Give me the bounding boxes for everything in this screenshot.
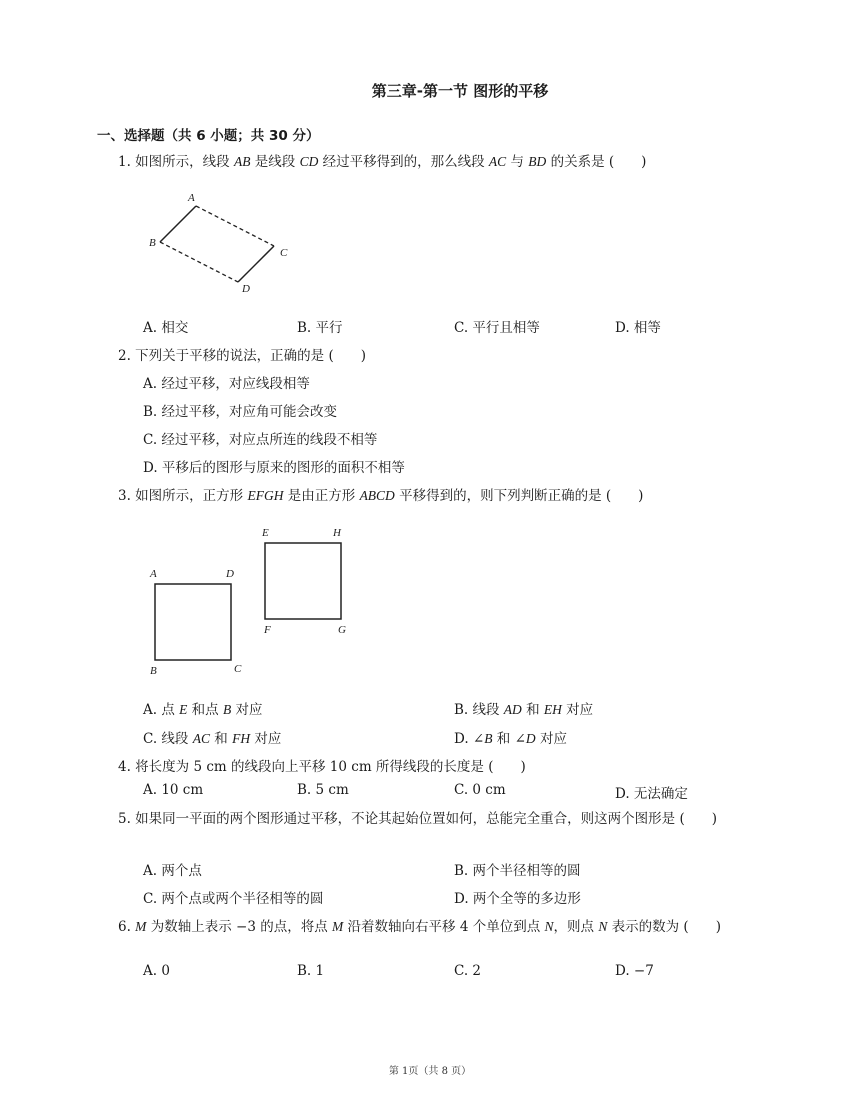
question-6-stem: 6. M 为数轴上表示 −3 的点，将点 M 沿着数轴向右平移 4 个单位到点 N，则点 N 表示的数为 ( ) (118, 919, 721, 935)
q3-option-b[interactable]: B. 线段 AD 和 EH 对应 (454, 702, 594, 718)
q3-label-f: F (264, 624, 271, 636)
q1-label-d: D (242, 283, 250, 295)
q1-label-b: B (149, 237, 156, 249)
q6-option-c[interactable]: C. 2 (454, 963, 482, 979)
section-heading: 一、选择题（共 6 小题；共 30 分） (97, 128, 320, 144)
q2-option-b[interactable]: B. 经过平移，对应角可能会改变 (143, 404, 338, 420)
q3-label-c: C (234, 663, 242, 675)
question-1-stem: 1. 如图所示，线段 AB 是线段 CD 经过平移得到的，那么线段 AC 与 BD 的关系是 ( ) (118, 154, 647, 170)
q3-option-d[interactable]: D. ∠B 和 ∠D 对应 (454, 731, 567, 747)
q4-option-d[interactable]: D. 无法确定 (615, 786, 688, 802)
q2-option-d[interactable]: D. 平移后的图形与原来的图形的面积不相等 (143, 460, 405, 476)
q1-option-d[interactable]: D. 相等 (615, 320, 661, 336)
q3-label-d: D (226, 568, 234, 580)
q5-option-a[interactable]: A. 两个点 (143, 863, 202, 879)
q6-option-d[interactable]: D. −7 (615, 963, 654, 979)
q6-option-a[interactable]: A. 0 (143, 963, 170, 979)
q3-option-c[interactable]: C. 线段 AC 和 FH 对应 (143, 731, 282, 747)
q3-label-g: G (338, 624, 346, 636)
q5-option-c[interactable]: C. 两个点或两个半径相等的圆 (143, 891, 324, 907)
q3-label-h: H (333, 527, 341, 539)
question-1-figure (140, 185, 310, 300)
page-footer: 第 1页（共 8 页） (388, 1066, 472, 1077)
q3-label-a: A (150, 568, 157, 580)
q5-option-b[interactable]: B. 两个半径相等的圆 (454, 863, 581, 879)
q3-option-a[interactable]: A. 点 E 和点 B 对应 (143, 702, 263, 718)
q2-option-a[interactable]: A. 经过平移，对应线段相等 (143, 376, 310, 392)
question-3-figure (140, 520, 370, 685)
question-3-stem: 3. 如图所示，正方形 EFGH 是由正方形 ABCD 平移得到的，则下列判断正确的是 ( ) (118, 488, 644, 504)
q1-label-c: C (280, 247, 288, 259)
question-5-stem: 5. 如果同一平面的两个图形通过平移，不论其起始位置如何，总能完全重合，则这两个图形是 ( ) (118, 811, 717, 827)
q6-option-b[interactable]: B. 1 (297, 963, 325, 979)
q1-option-b[interactable]: B. 平行 (297, 320, 343, 336)
q1-option-c[interactable]: C. 平行且相等 (454, 320, 540, 336)
q5-option-d[interactable]: D. 两个全等的多边形 (454, 891, 581, 907)
q4-option-a[interactable]: A. 10 cm (143, 782, 204, 798)
q3-label-b: B (150, 665, 157, 677)
q2-option-c[interactable]: C. 经过平移，对应点所连的线段不相等 (143, 432, 378, 448)
question-4-stem: 4. 将长度为 5 cm 的线段向上平移 10 cm 所得线段的长度是 ( ) (118, 759, 526, 775)
page-title: 第三章-第一节 图形的平移 (371, 82, 549, 100)
q4-option-b[interactable]: B. 5 cm (297, 782, 349, 798)
q1-option-a[interactable]: A. 相交 (143, 320, 189, 336)
q4-option-c[interactable]: C. 0 cm (454, 782, 506, 798)
q3-label-e: E (262, 527, 269, 539)
question-2-stem: 2. 下列关于平移的说法，正确的是 ( ) (118, 348, 366, 364)
q1-label-a: A (188, 192, 195, 204)
